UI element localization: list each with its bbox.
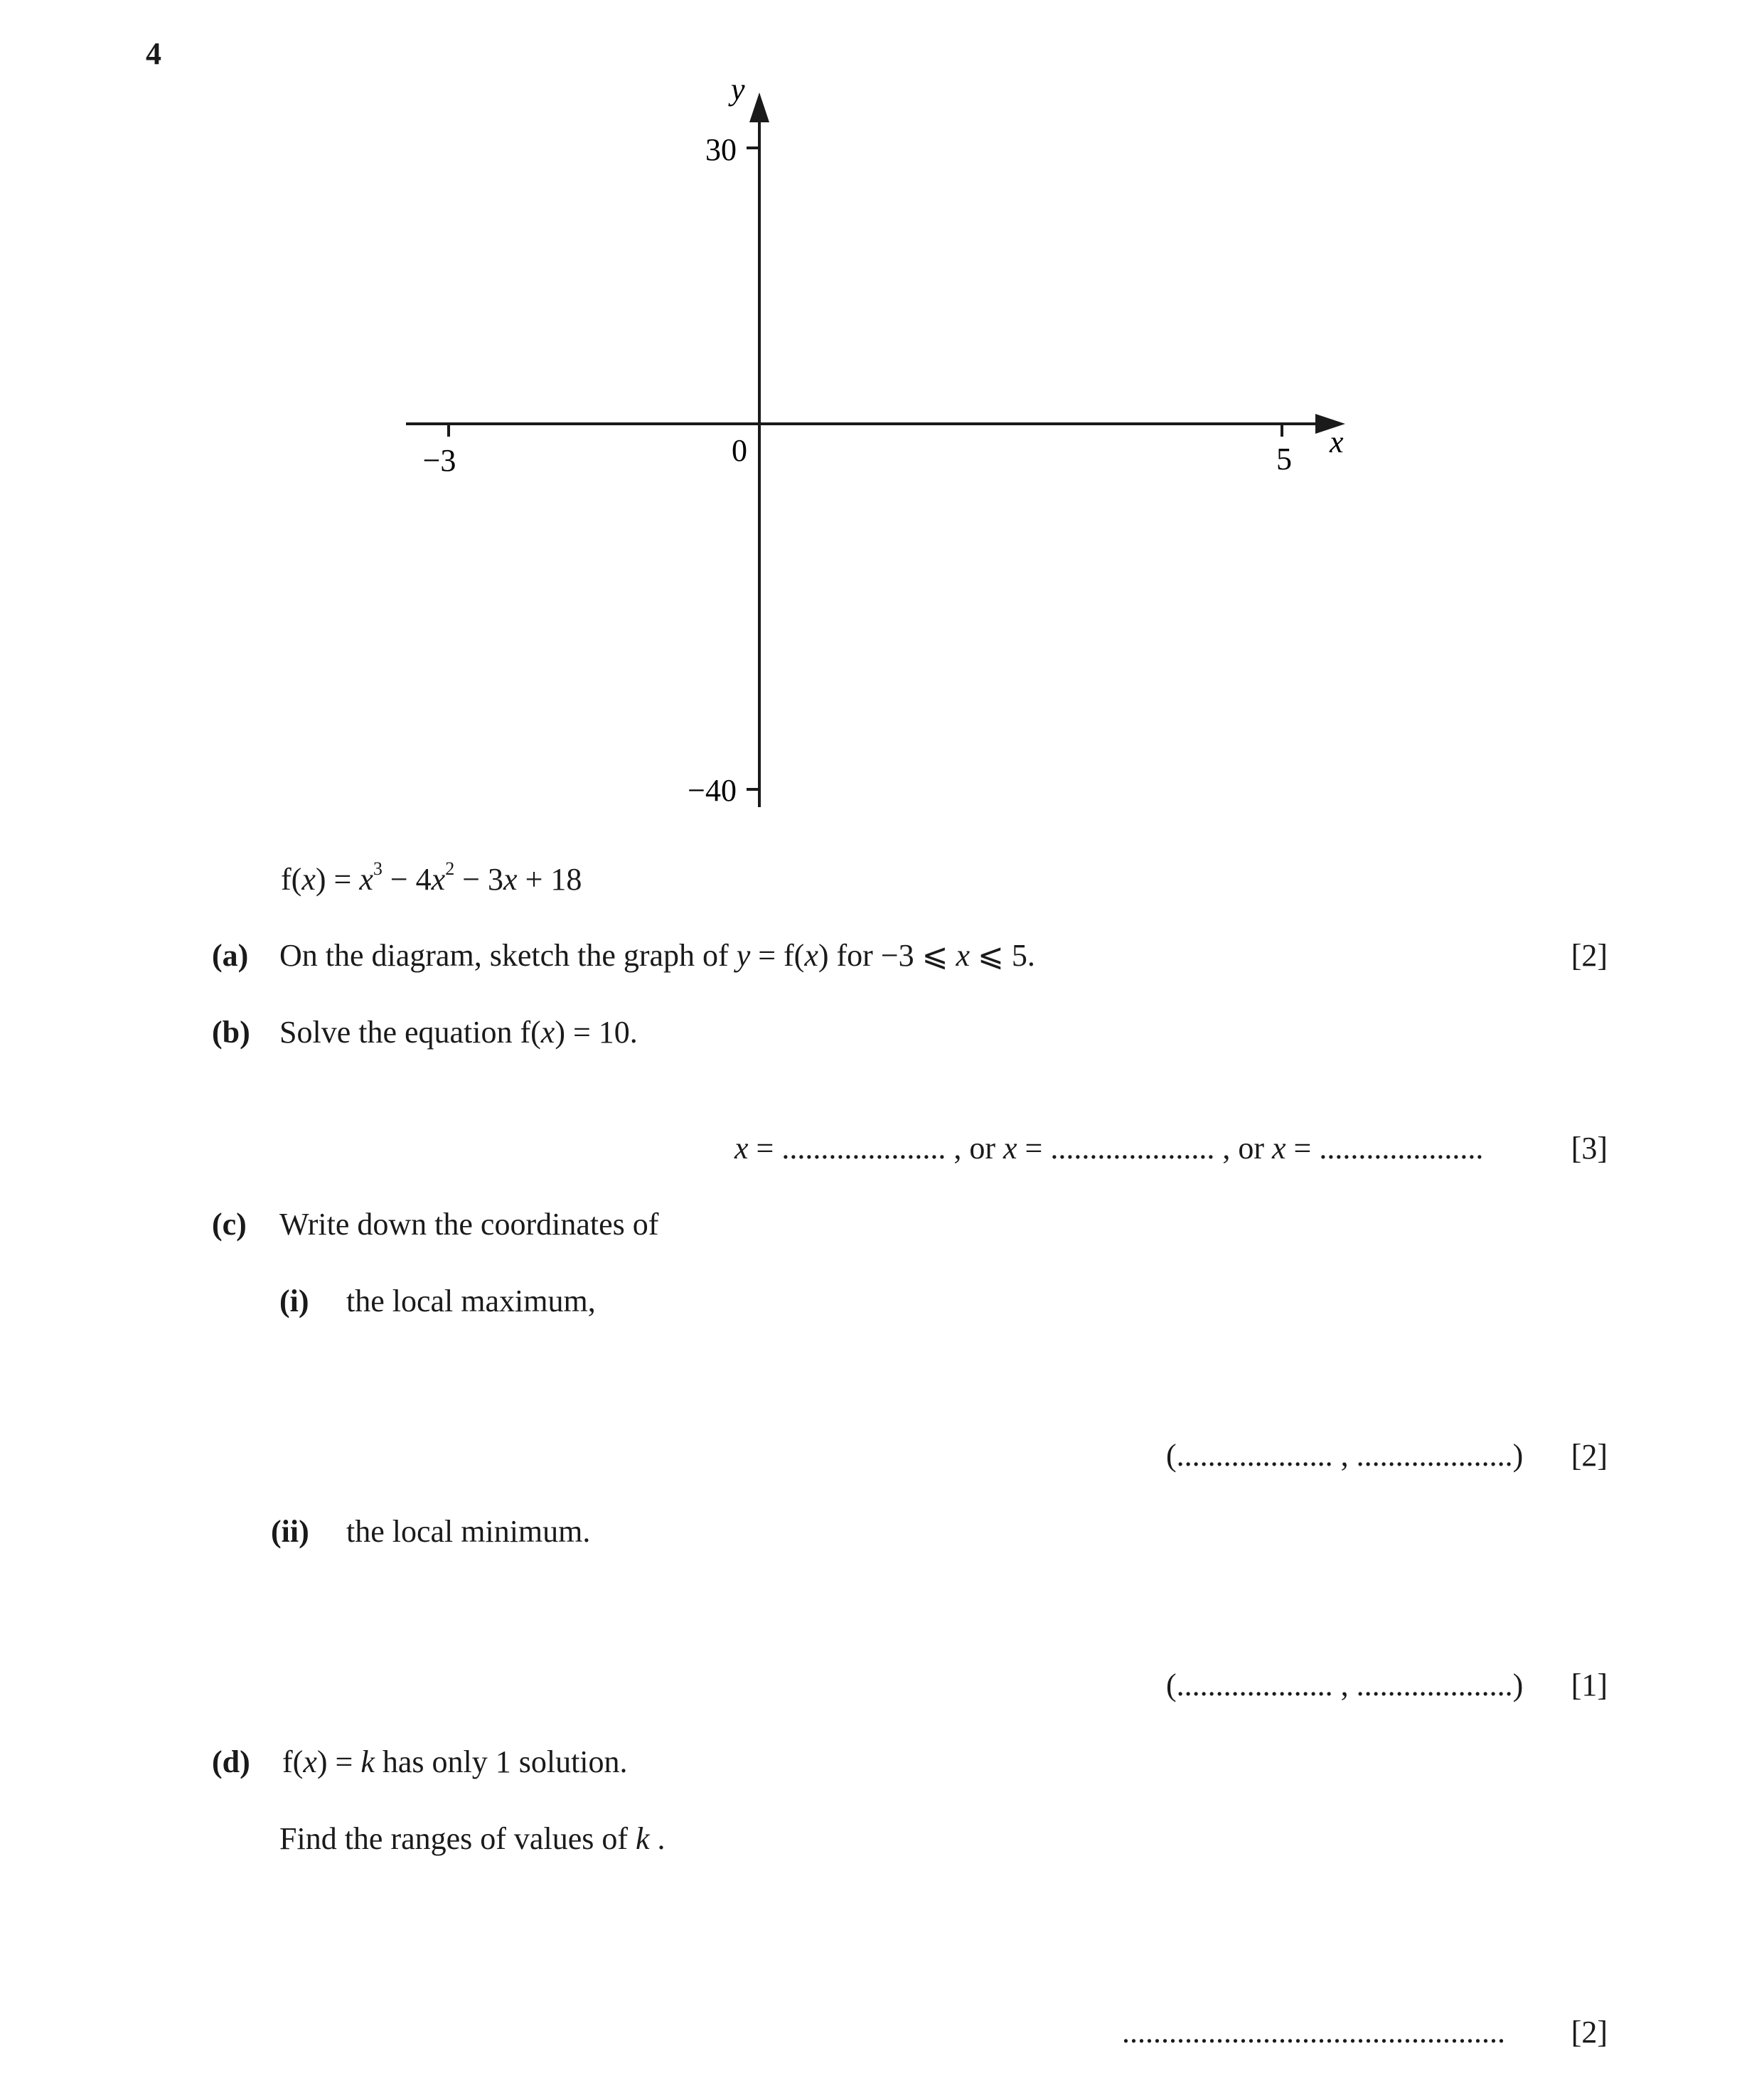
x-tick-label-5: 5 xyxy=(1276,442,1292,476)
part-d-marks: [2] xyxy=(1571,2015,1608,2049)
part-b-marks: [3] xyxy=(1571,1131,1608,1166)
part-c-i-marks: [2] xyxy=(1571,1438,1608,1473)
part-b-answer-line[interactable]: x = ..................... , or x = ..................... , or x = ..................... xyxy=(734,1131,1484,1166)
part-c-ii-text: the local minimum. xyxy=(346,1514,591,1549)
part-c-text: Write down the coordinates of xyxy=(279,1207,659,1242)
part-d-answer-line[interactable]: ................................................. xyxy=(1122,2015,1505,2049)
function-definition: $f(x) = x^3 - 4x^2 - 3x + 18$ xyxy=(281,858,582,897)
part-b-label: (b) xyxy=(212,1015,250,1050)
question-number: 4 xyxy=(146,36,161,71)
y-axis-arrowhead xyxy=(749,92,769,122)
axes-diagram xyxy=(0,0,1764,825)
x-axis-label: x xyxy=(1330,425,1344,459)
part-c-ii-answer-line[interactable]: (.................... , ....................) xyxy=(1166,1668,1524,1702)
part-d-instruction: Find the ranges of values of k . xyxy=(279,1821,665,1856)
part-c-ii-marks: [1] xyxy=(1571,1668,1608,1702)
part-c-i-label: (i) xyxy=(279,1284,309,1318)
y-tick-label-30: 30 xyxy=(705,132,737,167)
origin-label: 0 xyxy=(732,433,747,468)
part-c-label: (c) xyxy=(212,1207,247,1242)
part-c-i-text: the local maximum, xyxy=(346,1284,596,1318)
part-d-label: (d) xyxy=(212,1744,250,1779)
y-tick-label-minus40: −40 xyxy=(688,773,737,808)
part-a-label: (a) xyxy=(212,938,249,973)
y-axis-label: y xyxy=(731,72,745,107)
x-tick-label-minus3: −3 xyxy=(422,443,456,478)
part-a-text: On the diagram, sketch the graph of y = f(x) for −3 ⩽ x ⩽ 5. xyxy=(279,938,1035,973)
part-c-i-answer-line[interactable]: (.................... , ....................) xyxy=(1166,1438,1524,1473)
part-a-marks: [2] xyxy=(1571,938,1608,973)
part-d-text: f(x) = k has only 1 solution. xyxy=(282,1744,628,1779)
part-b-text: Solve the equation f(x) = 10. xyxy=(279,1015,638,1050)
part-c-ii-label: (ii) xyxy=(271,1514,309,1549)
